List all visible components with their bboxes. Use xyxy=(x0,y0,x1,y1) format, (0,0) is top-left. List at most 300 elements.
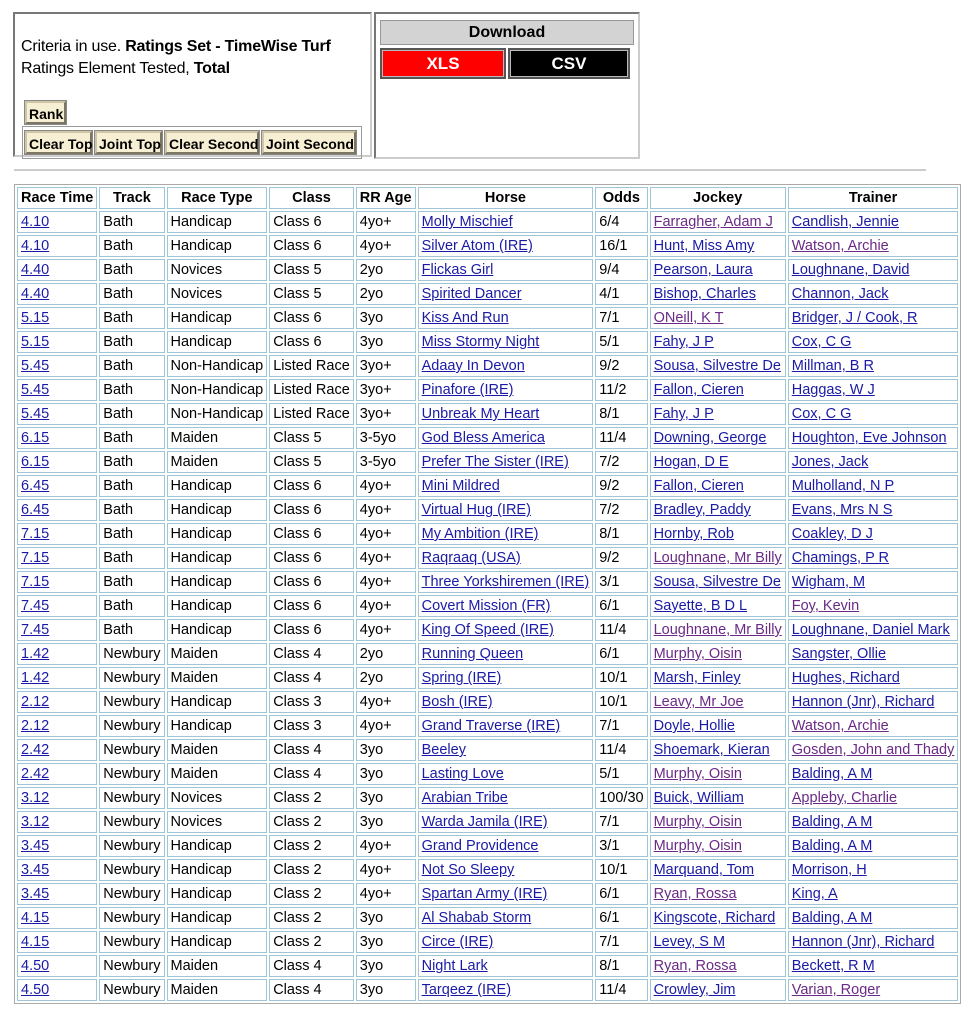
trainer-link[interactable]: Sangster, Ollie xyxy=(791,646,887,662)
track-cell: Bath xyxy=(99,499,164,521)
table-row xyxy=(17,571,958,593)
race-time-cell xyxy=(17,907,97,929)
trainer-link[interactable]: Loughnane, Daniel Mark xyxy=(791,622,950,638)
horse-link[interactable]: Prefer The Sister (IRE) xyxy=(421,454,569,470)
odds-cell: 7/2 xyxy=(595,499,647,521)
table-row xyxy=(17,427,958,449)
horse-link[interactable]: Bosh (IRE) xyxy=(421,694,493,710)
trainer-cell xyxy=(788,907,959,929)
race-time-link[interactable]: 2.42 xyxy=(21,742,50,758)
horse-link[interactable]: My Ambition (IRE) xyxy=(421,526,539,542)
race-time-link[interactable]: 4.40 xyxy=(21,286,50,302)
odds-cell: 10/1 xyxy=(595,691,647,713)
race-time-link[interactable]: 4.15 xyxy=(21,910,50,926)
race-time-cell xyxy=(17,283,97,305)
jockey-link[interactable]: Ryan, Rossa xyxy=(653,958,737,974)
horse-link[interactable]: Covert Mission (FR) xyxy=(421,598,551,614)
horse-link[interactable]: King Of Speed (IRE) xyxy=(421,622,554,638)
trainer-cell xyxy=(788,931,959,953)
jockey-link[interactable]: Fahy, J P xyxy=(653,334,714,350)
trainer-cell xyxy=(788,499,959,521)
horse-cell xyxy=(418,811,594,833)
race-time-link[interactable]: 6.15 xyxy=(21,430,50,446)
rr-age-cell: 3yo xyxy=(356,907,416,929)
horse-link[interactable]: Spring (IRE) xyxy=(421,670,502,686)
race-time-link[interactable]: 7.45 xyxy=(21,622,50,638)
table-row xyxy=(17,835,958,857)
jockey-cell xyxy=(650,259,786,281)
trainer-cell xyxy=(788,235,959,257)
jockey-link[interactable]: Sousa, Silvestre De xyxy=(653,358,781,374)
jockey-link[interactable]: Murphy, Oisin xyxy=(653,646,742,662)
race-time-link[interactable]: 4.40 xyxy=(21,262,50,278)
track-cell: Newbury xyxy=(99,787,164,809)
trainer-link[interactable]: Candlish, Jennie xyxy=(791,214,899,230)
jockey-link[interactable]: Shoemark, Kieran xyxy=(653,742,770,758)
table-header-row xyxy=(17,187,958,209)
criteria-line-2 xyxy=(21,60,230,78)
track-cell: Bath xyxy=(99,523,164,545)
track-cell: Newbury xyxy=(99,907,164,929)
jockey-link[interactable]: Murphy, Oisin xyxy=(653,838,742,854)
race-time-link[interactable]: 7.15 xyxy=(21,574,50,590)
horse-link[interactable]: Tarqeez (IRE) xyxy=(421,982,512,998)
ratings-element-value: Total xyxy=(193,60,230,77)
horse-link[interactable]: Silver Atom (IRE) xyxy=(421,238,533,254)
jockey-link[interactable]: Doyle, Hollie xyxy=(653,718,735,734)
race-type-cell: Novices xyxy=(167,259,268,281)
table-row xyxy=(17,691,958,713)
jockey-cell xyxy=(650,283,786,305)
trainer-link[interactable]: Millman, B R xyxy=(791,358,874,374)
jockey-link[interactable]: Fahy, J P xyxy=(653,406,714,422)
horse-link[interactable]: Beeley xyxy=(421,742,466,758)
jockey-link[interactable]: ONeill, K T xyxy=(653,310,724,326)
odds-cell: 7/1 xyxy=(595,307,647,329)
trainer-link[interactable]: Watson, Archie xyxy=(791,718,889,734)
track-cell: Bath xyxy=(99,211,164,233)
race-time-cell xyxy=(17,835,97,857)
rr-age-cell: 4yo+ xyxy=(356,475,416,497)
trainer-link[interactable]: Mulholland, N P xyxy=(791,478,895,494)
trainer-link[interactable]: Jones, Jack xyxy=(791,454,869,470)
race-type-cell: Handicap xyxy=(167,499,268,521)
col-odds[interactable]: Odds xyxy=(595,187,647,209)
rr-age-cell: 2yo xyxy=(356,643,416,665)
horse-cell xyxy=(418,403,594,425)
horse-cell xyxy=(418,907,594,929)
horse-link[interactable]: Arabian Tribe xyxy=(421,790,508,806)
trainer-link[interactable]: Bridger, J / Cook, R xyxy=(791,310,918,326)
trainer-link[interactable]: Houghton, Eve Johnson xyxy=(791,430,947,446)
race-time-link[interactable]: 3.12 xyxy=(21,790,50,806)
horse-link[interactable]: Virtual Hug (IRE) xyxy=(421,502,531,518)
jockey-link[interactable]: Bishop, Charles xyxy=(653,286,756,302)
trainer-cell xyxy=(788,427,959,449)
horse-cell xyxy=(418,427,594,449)
trainer-link[interactable]: Loughnane, David xyxy=(791,262,910,278)
jockey-link[interactable]: Fallon, Cieren xyxy=(653,478,744,494)
trainer-link[interactable]: Balding, A M xyxy=(791,766,873,782)
race-time-link[interactable]: 3.45 xyxy=(21,838,50,854)
race-time-link[interactable]: 3.45 xyxy=(21,862,50,878)
jockey-cell xyxy=(650,475,786,497)
rr-age-cell: 2yo xyxy=(356,283,416,305)
jockey-cell xyxy=(650,859,786,881)
col-track[interactable]: Track xyxy=(99,187,164,209)
race-type-cell: Handicap xyxy=(167,235,268,257)
trainer-link[interactable]: Cox, C G xyxy=(791,334,852,350)
trainer-link[interactable]: Morrison, H xyxy=(791,862,867,878)
race-time-link[interactable]: 7.15 xyxy=(21,526,50,542)
trainer-link[interactable]: Hughes, Richard xyxy=(791,670,900,686)
odds-cell: 6/1 xyxy=(595,595,647,617)
race-time-link[interactable]: 1.42 xyxy=(21,646,50,662)
race-time-link[interactable]: 5.15 xyxy=(21,334,50,350)
trainer-cell xyxy=(788,619,959,641)
trainer-cell xyxy=(788,811,959,833)
odds-cell: 4/1 xyxy=(595,283,647,305)
jockey-link[interactable]: Fallon, Cieren xyxy=(653,382,744,398)
race-type-cell: Maiden xyxy=(167,451,268,473)
track-cell: Newbury xyxy=(99,883,164,905)
jockey-link[interactable]: Loughnane, Mr Billy xyxy=(653,550,782,566)
trainer-link[interactable]: Chamings, P R xyxy=(791,550,890,566)
race-time-link[interactable]: 4.15 xyxy=(21,934,50,950)
horse-link[interactable]: Grand Traverse (IRE) xyxy=(421,718,561,734)
joint-second-button[interactable]: Joint Second xyxy=(262,131,356,154)
criteria-label: Criteria in use. xyxy=(21,38,126,55)
track-cell: Bath xyxy=(99,571,164,593)
odds-cell: 7/1 xyxy=(595,811,647,833)
jockey-link[interactable]: Bradley, Paddy xyxy=(653,502,751,518)
trainer-link[interactable]: Varian, Roger xyxy=(791,982,881,998)
trainer-cell xyxy=(788,547,959,569)
race-time-cell xyxy=(17,811,97,833)
race-time-link[interactable]: 6.15 xyxy=(21,454,50,470)
horse-link[interactable]: Warda Jamila (IRE) xyxy=(421,814,548,830)
odds-cell: 9/2 xyxy=(595,475,647,497)
horse-cell xyxy=(418,547,594,569)
horse-link[interactable]: Spirited Dancer xyxy=(421,286,522,302)
jockey-cell xyxy=(650,643,786,665)
table-row xyxy=(17,475,958,497)
horse-cell xyxy=(418,595,594,617)
trainer-link[interactable]: Watson, Archie xyxy=(791,238,889,254)
race-time-link[interactable]: 5.45 xyxy=(21,358,50,374)
horse-link[interactable]: Adaay In Devon xyxy=(421,358,525,374)
class-cell: Class 2 xyxy=(269,787,354,809)
race-time-link[interactable]: 3.12 xyxy=(21,814,50,830)
class-cell: Class 2 xyxy=(269,811,354,833)
horse-link[interactable]: Flickas Girl xyxy=(421,262,494,278)
race-type-cell: Handicap xyxy=(167,907,268,929)
track-cell: Bath xyxy=(99,475,164,497)
odds-cell: 8/1 xyxy=(595,403,647,425)
race-time-link[interactable]: 1.42 xyxy=(21,670,50,686)
trainer-link[interactable]: King, A xyxy=(791,886,838,902)
jockey-link[interactable]: Leavy, Mr Joe xyxy=(653,694,744,710)
race-time-cell xyxy=(17,739,97,761)
trainer-link[interactable]: Balding, A M xyxy=(791,910,873,926)
jockey-cell xyxy=(650,547,786,569)
race-time-cell xyxy=(17,571,97,593)
jockey-link[interactable]: Marsh, Finley xyxy=(653,670,741,686)
horse-link[interactable]: Pinafore (IRE) xyxy=(421,382,514,398)
jockey-link[interactable]: Crowley, Jim xyxy=(653,982,736,998)
race-time-cell xyxy=(17,475,97,497)
trainer-link[interactable]: Gosden, John and Thady xyxy=(791,742,955,758)
odds-cell: 16/1 xyxy=(595,235,647,257)
rr-age-cell: 2yo xyxy=(356,259,416,281)
criteria-line-1 xyxy=(21,38,331,56)
col-trainer[interactable]: Trainer xyxy=(788,187,959,209)
jockey-link[interactable]: Hunt, Miss Amy xyxy=(653,238,755,254)
race-time-link[interactable]: 4.10 xyxy=(21,238,50,254)
race-type-cell: Non-Handicap xyxy=(167,355,268,377)
trainer-cell xyxy=(788,475,959,497)
trainer-cell xyxy=(788,667,959,689)
col-jockey[interactable]: Jockey xyxy=(650,187,786,209)
horse-link[interactable]: Mini Mildred xyxy=(421,478,500,494)
horse-cell xyxy=(418,451,594,473)
race-time-link[interactable]: 4.10 xyxy=(21,214,50,230)
col-race-type[interactable]: Race Type xyxy=(167,187,268,209)
rr-age-cell: 3yo+ xyxy=(356,379,416,401)
horse-link[interactable]: Three Yorkshiremen (IRE) xyxy=(421,574,590,590)
race-time-link[interactable]: 5.45 xyxy=(21,406,50,422)
col-rr-age[interactable]: RR Age xyxy=(356,187,416,209)
race-type-cell: Handicap xyxy=(167,619,268,641)
horse-cell xyxy=(418,691,594,713)
race-time-link[interactable]: 2.12 xyxy=(21,694,50,710)
trainer-cell xyxy=(788,835,959,857)
track-cell: Newbury xyxy=(99,667,164,689)
horse-link[interactable]: Al Shabab Storm xyxy=(421,910,532,926)
trainer-link[interactable]: Balding, A M xyxy=(791,814,873,830)
jockey-cell xyxy=(650,667,786,689)
class-cell: Class 6 xyxy=(269,235,354,257)
horse-link[interactable]: Not So Sleepy xyxy=(421,862,515,878)
horse-link[interactable]: Spartan Army (IRE) xyxy=(421,886,548,902)
jockey-link[interactable]: Sousa, Silvestre De xyxy=(653,574,781,590)
race-type-cell: Handicap xyxy=(167,211,268,233)
jockey-link[interactable]: Murphy, Oisin xyxy=(653,766,742,782)
jockey-link[interactable]: Downing, George xyxy=(653,430,767,446)
race-time-cell xyxy=(17,619,97,641)
race-time-link[interactable]: 3.45 xyxy=(21,886,50,902)
jockey-link[interactable]: Kingscote, Richard xyxy=(653,910,776,926)
jockey-link[interactable]: Ryan, Rossa xyxy=(653,886,737,902)
jockey-link[interactable]: Sayette, B D L xyxy=(653,598,748,614)
trainer-link[interactable]: Channon, Jack xyxy=(791,286,889,302)
jockey-link[interactable]: Loughnane, Mr Billy xyxy=(653,622,782,638)
race-type-cell: Handicap xyxy=(167,475,268,497)
criteria-panel xyxy=(13,12,372,157)
trainer-cell xyxy=(788,691,959,713)
race-time-cell xyxy=(17,379,97,401)
trainer-link[interactable]: Hannon (Jnr), Richard xyxy=(791,934,935,950)
race-type-cell: Handicap xyxy=(167,547,268,569)
race-time-link[interactable]: 5.45 xyxy=(21,382,50,398)
race-type-cell: Maiden xyxy=(167,739,268,761)
rr-age-cell: 3yo xyxy=(356,739,416,761)
horse-cell xyxy=(418,283,594,305)
trainer-link[interactable]: Hannon (Jnr), Richard xyxy=(791,694,935,710)
rr-age-cell: 4yo+ xyxy=(356,547,416,569)
horse-link[interactable]: God Bless America xyxy=(421,430,545,446)
table-row xyxy=(17,643,958,665)
race-time-link[interactable]: 4.50 xyxy=(21,982,50,998)
download-csv-button[interactable]: CSV xyxy=(508,48,630,79)
race-time-link[interactable]: 2.42 xyxy=(21,766,50,782)
trainer-cell xyxy=(788,283,959,305)
table-row xyxy=(17,379,958,401)
clear-top-button[interactable]: Clear Top xyxy=(25,131,92,154)
jockey-link[interactable]: Pearson, Laura xyxy=(653,262,753,278)
race-type-cell: Handicap xyxy=(167,931,268,953)
jockey-cell xyxy=(650,595,786,617)
horse-link[interactable]: Raqraaq (USA) xyxy=(421,550,521,566)
trainer-link[interactable]: Balding, A M xyxy=(791,838,873,854)
class-cell: Class 6 xyxy=(269,307,354,329)
trainer-cell xyxy=(788,307,959,329)
jockey-link[interactable]: Hornby, Rob xyxy=(653,526,734,542)
horse-link[interactable]: Unbreak My Heart xyxy=(421,406,540,422)
jockey-link[interactable]: Murphy, Oisin xyxy=(653,814,742,830)
jockey-cell xyxy=(650,955,786,977)
odds-cell: 3/1 xyxy=(595,835,647,857)
jockey-cell xyxy=(650,619,786,641)
jockey-cell xyxy=(650,307,786,329)
jockey-link[interactable]: Farragher, Adam J xyxy=(653,214,773,230)
table-row xyxy=(17,667,958,689)
jockey-link[interactable]: Buick, William xyxy=(653,790,744,806)
table-row xyxy=(17,283,958,305)
odds-cell: 6/1 xyxy=(595,643,647,665)
track-cell: Bath xyxy=(99,451,164,473)
rank-button[interactable]: Rank xyxy=(25,101,66,124)
race-type-cell: Maiden xyxy=(167,979,268,1001)
table-row xyxy=(17,931,958,953)
race-type-cell: Non-Handicap xyxy=(167,403,268,425)
horse-link[interactable]: Night Lark xyxy=(421,958,488,974)
race-time-cell xyxy=(17,859,97,881)
class-cell: Class 6 xyxy=(269,619,354,641)
race-time-link[interactable]: 6.45 xyxy=(21,502,50,518)
race-time-link[interactable]: 2.12 xyxy=(21,718,50,734)
horse-link[interactable]: Kiss And Run xyxy=(421,310,509,326)
trainer-link[interactable]: Appleby, Charlie xyxy=(791,790,898,806)
horse-cell xyxy=(418,619,594,641)
class-cell: Class 6 xyxy=(269,523,354,545)
jockey-link[interactable]: Levey, S M xyxy=(653,934,726,950)
class-cell: Listed Race xyxy=(269,379,354,401)
trainer-link[interactable]: Haggas, W J xyxy=(791,382,875,398)
race-type-cell: Handicap xyxy=(167,691,268,713)
horse-link[interactable]: Lasting Love xyxy=(421,766,504,782)
trainer-link[interactable]: Beckett, R M xyxy=(791,958,875,974)
odds-cell: 5/1 xyxy=(595,331,647,353)
horse-link[interactable]: Miss Stormy Night xyxy=(421,334,540,350)
race-time-link[interactable]: 7.45 xyxy=(21,598,50,614)
trainer-cell xyxy=(788,331,959,353)
track-cell: Newbury xyxy=(99,715,164,737)
trainer-link[interactable]: Foy, Kevin xyxy=(791,598,860,614)
race-type-cell: Maiden xyxy=(167,763,268,785)
class-cell: Class 5 xyxy=(269,283,354,305)
race-type-cell: Maiden xyxy=(167,955,268,977)
jockey-cell xyxy=(650,355,786,377)
track-cell: Bath xyxy=(99,379,164,401)
table-row xyxy=(17,307,958,329)
race-time-link[interactable]: 6.45 xyxy=(21,478,50,494)
track-cell: Bath xyxy=(99,331,164,353)
odds-cell: 9/4 xyxy=(595,259,647,281)
race-type-cell: Maiden xyxy=(167,427,268,449)
horse-cell xyxy=(418,955,594,977)
track-cell: Bath xyxy=(99,259,164,281)
odds-cell: 11/4 xyxy=(595,427,647,449)
jockey-cell xyxy=(650,523,786,545)
rr-age-cell: 3-5yo xyxy=(356,451,416,473)
jockey-cell xyxy=(650,763,786,785)
col-class[interactable]: Class xyxy=(269,187,354,209)
table-row xyxy=(17,787,958,809)
track-cell: Bath xyxy=(99,619,164,641)
odds-cell: 8/1 xyxy=(595,523,647,545)
jockey-link[interactable]: Marquand, Tom xyxy=(653,862,755,878)
jockey-link[interactable]: Hogan, D E xyxy=(653,454,729,470)
race-time-link[interactable]: 5.15 xyxy=(21,310,50,326)
ratings-set-value: Ratings Set - TimeWise Turf xyxy=(125,38,331,55)
odds-cell: 6/4 xyxy=(595,211,647,233)
clear-second-button[interactable]: Clear Second xyxy=(165,131,259,154)
col-horse[interactable]: Horse xyxy=(418,187,594,209)
table-row xyxy=(17,259,958,281)
horse-cell xyxy=(418,739,594,761)
horse-link[interactable]: Grand Providence xyxy=(421,838,539,854)
rr-age-cell: 3-5yo xyxy=(356,427,416,449)
horse-cell xyxy=(418,235,594,257)
class-cell: Listed Race xyxy=(269,403,354,425)
horse-link[interactable]: Running Queen xyxy=(421,646,524,662)
horse-link[interactable]: Circe (IRE) xyxy=(421,934,494,950)
jockey-cell xyxy=(650,907,786,929)
horse-cell xyxy=(418,787,594,809)
col-race-time[interactable]: Race Time xyxy=(17,187,97,209)
trainer-link[interactable]: Wigham, M xyxy=(791,574,866,590)
rr-age-cell: 4yo+ xyxy=(356,859,416,881)
trainer-link[interactable]: Coakley, D J xyxy=(791,526,873,542)
class-cell: Class 2 xyxy=(269,931,354,953)
horse-link[interactable]: Molly Mischief xyxy=(421,214,513,230)
race-time-cell xyxy=(17,667,97,689)
odds-cell: 8/1 xyxy=(595,955,647,977)
download-xls-button[interactable]: XLS xyxy=(380,48,506,79)
joint-top-button[interactable]: Joint Top xyxy=(95,131,162,154)
jockey-cell xyxy=(650,931,786,953)
jockey-cell xyxy=(650,211,786,233)
race-time-link[interactable]: 4.50 xyxy=(21,958,50,974)
race-time-link[interactable]: 7.15 xyxy=(21,550,50,566)
jockey-cell xyxy=(650,691,786,713)
jockey-cell xyxy=(650,235,786,257)
trainer-link[interactable]: Cox, C G xyxy=(791,406,852,422)
race-type-cell: Handicap xyxy=(167,835,268,857)
class-cell: Class 6 xyxy=(269,331,354,353)
trainer-link[interactable]: Evans, Mrs N S xyxy=(791,502,893,518)
